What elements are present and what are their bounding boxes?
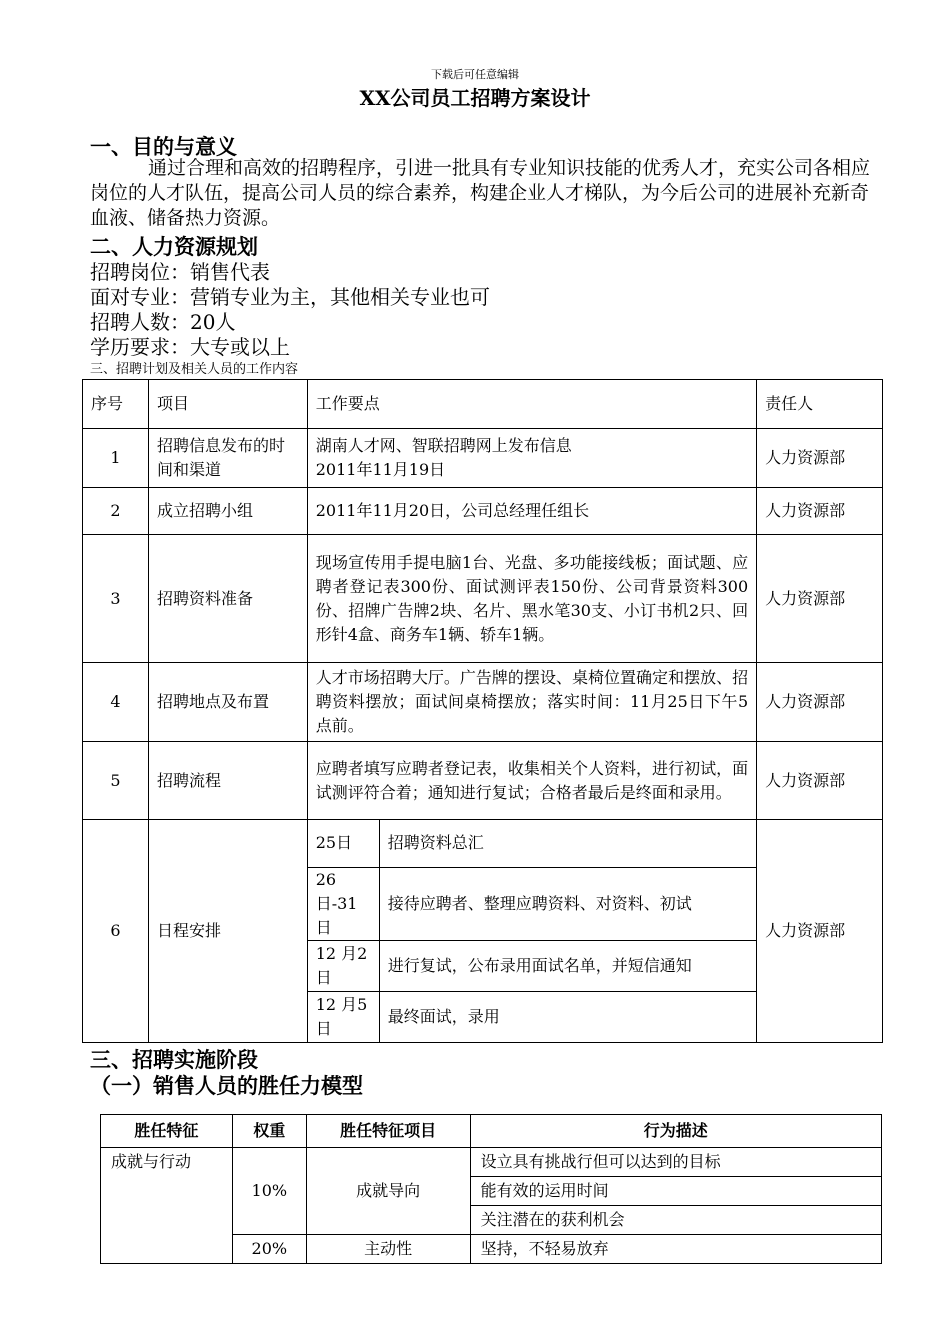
row-owner: 人力资源部: [757, 429, 883, 488]
table-row: [83, 663, 883, 742]
competency-item: 主动性: [306, 1235, 470, 1264]
schedule-entry: [308, 940, 756, 991]
row-number: 5: [83, 742, 149, 820]
table-row: [101, 1148, 882, 1177]
recruitment-plan-table: [82, 379, 883, 1043]
header-cell: 权重: [232, 1115, 306, 1148]
table-header-row: [83, 380, 883, 429]
schedule-cell: [307, 820, 756, 1043]
section-heading-hr-planning: 二、人力资源规划: [90, 235, 258, 259]
table-row: [83, 429, 883, 488]
schedule-task: 接待应聘者、整理应聘资料、对资料、初试: [379, 867, 756, 940]
competency-group: 成就与行动: [101, 1148, 233, 1264]
schedule-entry: [308, 867, 756, 940]
schedule-row: [83, 820, 883, 1043]
table-row: [83, 742, 883, 820]
schedule-task: 最终面试，录用: [387, 1006, 500, 1026]
row-points: 湖南人才网、智联招聘网上发布信息 2011年11月19日: [307, 429, 756, 488]
row-item: 成立招聘小组: [148, 488, 307, 535]
info-line-education: 学历要求：大专或以上: [90, 335, 290, 359]
weight-cell: 10%: [232, 1148, 306, 1235]
info-line-headcount: 招聘人数：20人: [90, 310, 236, 334]
header-cell: 序号: [83, 380, 149, 429]
row-item: 招聘地点及布置: [148, 663, 307, 742]
schedule-date: 26日-31日: [308, 867, 380, 940]
schedule-task: 进行复试，公布录用面试名单，并短信通知: [379, 940, 756, 991]
row-number: 4: [83, 663, 149, 742]
subsection-heading-competency-model: （一）销售人员的胜任力模型: [90, 1074, 363, 1098]
behavior-description: 关注潜在的获利机会: [470, 1206, 881, 1235]
header-cell: 胜任特征: [101, 1115, 233, 1148]
section-heading-purpose: 一、目的与意义: [90, 135, 237, 159]
table-row: [83, 535, 883, 663]
header-cell: 行为描述: [470, 1115, 881, 1148]
row-owner: 人力资源部: [757, 663, 883, 742]
row-item: 招聘流程: [148, 742, 307, 820]
schedule-subtable: [308, 820, 756, 1042]
competency-item: 成就导向: [306, 1148, 470, 1235]
row-number: 3: [83, 535, 149, 663]
header-cell: 胜任特征项目: [306, 1115, 470, 1148]
behavior-description: 设立具有挑战行但可以达到的目标: [470, 1148, 881, 1177]
header-cell: 工作要点: [307, 380, 756, 429]
download-note: 下载后可任意编辑: [431, 68, 519, 81]
row-item: 招聘资料准备: [148, 535, 307, 663]
row-number: 1: [83, 429, 149, 488]
row-points: 2011年11月20日，公司总经理任组长: [307, 488, 756, 535]
schedule-date: 25日: [308, 820, 380, 867]
info-line-major: 面对专业：营销专业为主，其他相关专业也可: [90, 285, 490, 309]
behavior-description: 坚持，不轻易放弃: [470, 1235, 881, 1264]
competency-model-table: [100, 1114, 882, 1264]
table-row: [83, 488, 883, 535]
row-owner: 人力资源部: [757, 488, 883, 535]
row-owner: 人力资源部: [757, 535, 883, 663]
schedule-entry: [308, 991, 756, 1042]
row-points: 应聘者填写应聘者登记表，收集相关个人资料，进行初试，面试测评符合着；通知进行复试；合格者最后是终面和录用。: [307, 742, 756, 820]
row-owner: 人力资源部: [757, 820, 883, 1043]
table-header-row: [101, 1115, 882, 1148]
row-item: 日程安排: [148, 820, 307, 1043]
row-number: 6: [83, 820, 149, 1043]
section-heading-implementation: 三、招聘实施阶段: [90, 1048, 258, 1072]
info-line-position: 招聘岗位：销售代表: [90, 260, 270, 284]
behavior-description: 能有效的运用时间: [470, 1177, 881, 1206]
document-title: XX公司员工招聘方案设计: [359, 86, 591, 110]
weight-cell: 20%: [232, 1235, 306, 1264]
header-cell: 责任人: [757, 380, 883, 429]
row-points: 现场宣传用手提电脑1台、光盘、多功能接线板；面试题、应聘者登记表300份、面试测评表150份、公司背景资料300份、招牌广告牌2块、名片、黑水笔30支、小订书机2只、回形针4盒、商务车1辆、轿车1辆。: [307, 535, 756, 663]
plan-table-caption: 三、招聘计划及相关人员的工作内容: [90, 362, 299, 377]
header-cell: 项目: [148, 380, 307, 429]
row-number: 2: [83, 488, 149, 535]
schedule-task: 招聘资料总汇: [379, 820, 756, 867]
row-item: 招聘信息发布的时间和渠道: [148, 429, 307, 488]
schedule-entry: [308, 820, 756, 867]
schedule-date: 12 月2日: [308, 940, 380, 991]
row-owner: 人力资源部: [757, 742, 883, 820]
purpose-paragraph: 通过合理和高效的招聘程序，引进一批具有专业知识技能的优秀人才，充实公司各相应岗位的人才队伍，提高公司人员的综合素养，构建企业人才梯队，为今后公司的进展补充新奇血液、储备热力资源。: [90, 157, 871, 229]
row-points: 人才市场招聘大厅。广告牌的摆设、桌椅位置确定和摆放、招聘资料摆放；面试间桌椅摆放；落实时间：11月25日下午5点前。: [307, 663, 756, 742]
schedule-date: 12 月5日: [308, 991, 380, 1042]
